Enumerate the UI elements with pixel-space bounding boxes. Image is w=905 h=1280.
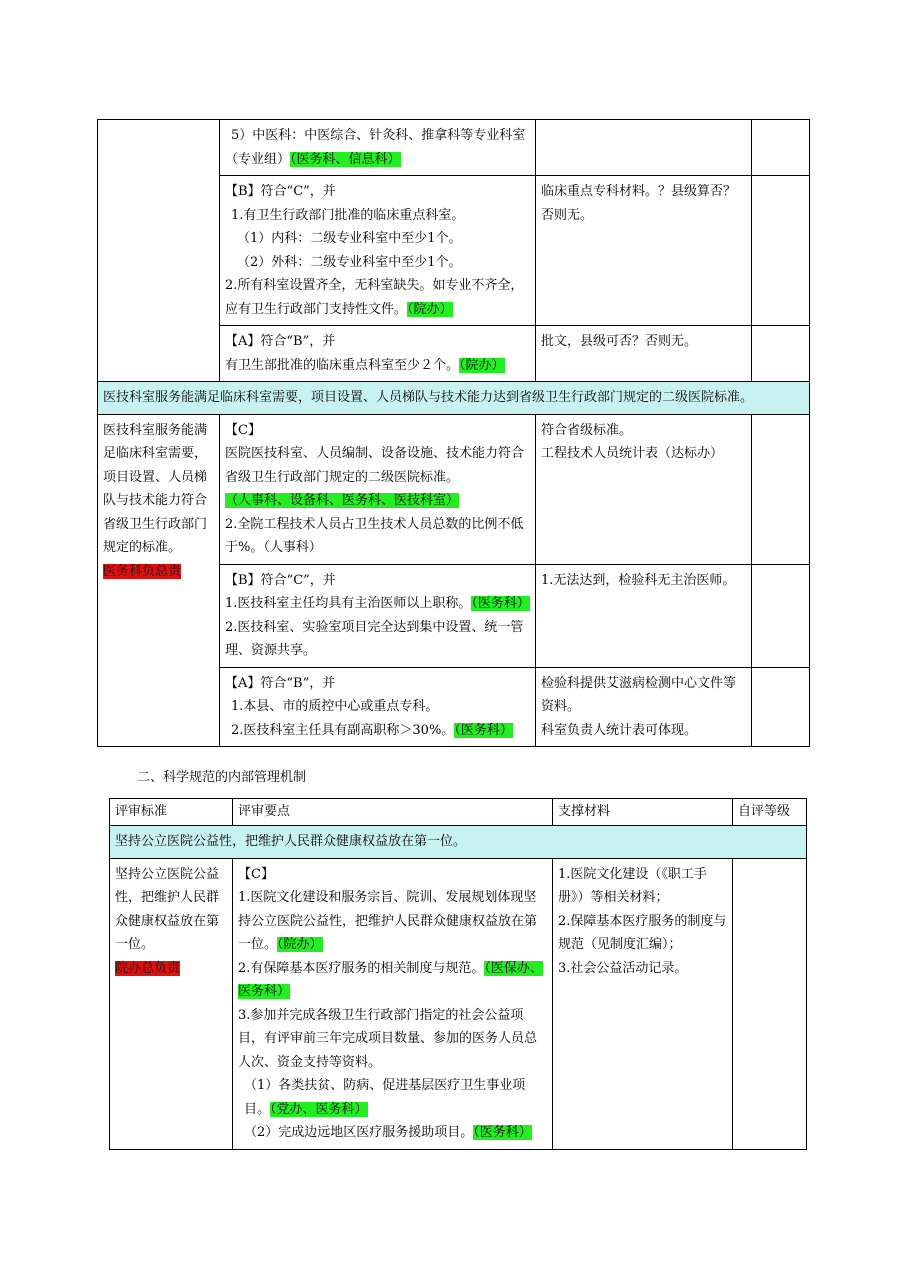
- level-heading: 【B】符合“C”，并: [225, 184, 336, 199]
- column-header: 评审要点: [233, 799, 553, 826]
- table-row: [110, 858, 807, 1149]
- support-line: 检验科提供艾滋病检测中心文件等资料。: [541, 675, 737, 714]
- criteria-cell: [220, 176, 536, 326]
- criteria-line: 有卫生部批准的临床重点科室至少２个。: [225, 357, 460, 373]
- dept-tag: （医保办、医务科）: [238, 960, 543, 999]
- section-band: 坚持公立医院公益性，把维护人民群众健康权益放在第一位。: [110, 826, 807, 859]
- dept-tag: （医务科）: [454, 722, 513, 738]
- criteria-line: 1.医院文化建设和服务宗旨、院训、发展规划体现坚持公立医院公益性，把维护人民群众健康权益放在第一位。: [238, 890, 538, 952]
- criteria-cell: [220, 120, 536, 176]
- dept-tag: （医务科）: [473, 1125, 532, 1140]
- criteria-line: 医院医技科室、人员编制、设备设施、技术能力符合省级卫生行政部门规定的二级医院标准。: [225, 446, 525, 485]
- support-cell: [536, 120, 752, 176]
- support-line: 2.保障基本医疗服务的制度与规范（见制度汇编）；: [558, 913, 727, 952]
- column-header: 自评等级: [733, 799, 807, 826]
- dept-tag: （院办）: [459, 357, 505, 373]
- grade-cell: [752, 326, 810, 382]
- column-header: 评审标准: [110, 799, 233, 826]
- criteria-cell: [233, 858, 553, 1149]
- standard-text: 坚持公立医院公益性，把维护人民群众健康权益放在第一位。: [115, 866, 220, 952]
- level-heading: 【A】符合“B”，并: [225, 334, 336, 349]
- criteria-line: 2.全院工程技术人员占卫生技术人员总数的比例不低于%。（人事科）: [225, 516, 524, 555]
- criteria-line: 1.有卫生行政部门批准的临床重点科室。: [231, 207, 465, 223]
- dept-tag: （院办）: [407, 301, 453, 317]
- criteria-line: 3.参加并完成各级卫生行政部门指定的社会公益项目，有评审前三年完成项目数量、参加的医务人员总人次、资金支持等资料。: [238, 1007, 538, 1070]
- criteria-line: 1.本县、市的质控中心或重点专科。: [231, 699, 439, 714]
- evaluation-table-2: [109, 798, 807, 1150]
- dept-tag: （院办）: [277, 937, 323, 952]
- grade-cell: [752, 414, 810, 564]
- criteria-cell: [220, 414, 536, 564]
- grade-cell: [752, 667, 810, 747]
- standard-text: 医技科室服务能满足临床科室需要，项目设置、人员梯队与技术能力符合省级卫生行政部门规定的标准。: [103, 422, 208, 555]
- grade-cell: [752, 120, 810, 176]
- support-line: 科室负责人统计表可体现。: [541, 722, 698, 738]
- support-cell: 1.无法达到，检验科无主治医师。: [536, 564, 752, 667]
- column-header: 支撑材料: [553, 799, 733, 826]
- standard-cell-empty: [98, 120, 220, 382]
- criteria-line: 2.有保障基本医疗服务的相关制度与规范。: [238, 960, 485, 976]
- criteria-cell: [220, 667, 536, 747]
- table-row: [98, 414, 810, 564]
- criteria-line: （1）内科：二级专业科室中至少1个。: [237, 231, 462, 246]
- dept-tag: （人事科、设备科、医务科、医技科室）: [225, 493, 460, 508]
- criteria-cell: [220, 326, 536, 382]
- table-row: [98, 120, 810, 176]
- support-line: 工程技术人员统计表（达标办）: [541, 446, 724, 461]
- support-line: 符合省级标准。: [541, 422, 633, 438]
- dept-tag: （医务科、信息科）: [290, 151, 401, 167]
- support-cell: 临床重点专科材料。？县级算否？否则无。: [536, 176, 752, 326]
- criteria-line: 2.医技科室、实验室项目完全达到集中设置、统一管理、资源共享。: [225, 619, 524, 658]
- level-heading: 【B】符合“C”，并: [225, 572, 336, 588]
- criteria-line: （2）外科：二级专业科室中至少1个。: [237, 254, 462, 270]
- owner-badge: 院办总负责: [115, 960, 181, 976]
- dept-tag: （医务科）: [471, 596, 530, 611]
- support-cell: 批文，县级可否？否则无。: [536, 326, 752, 382]
- dept-tag: （党办、医务科）: [270, 1101, 368, 1117]
- criteria-line: 2.所有科室设置齐全，无科室缺失。如专业不齐全，应有卫生行政部门支持性文件。: [225, 278, 524, 317]
- section-band: 医技科室服务能满足临床科室需要，项目设置、人员梯队与技术能力达到省级卫生行政部门规定的二级医院标准。: [98, 382, 810, 415]
- level-heading: 【C】: [238, 866, 274, 882]
- header-row: [110, 799, 807, 826]
- section-band-row: [98, 382, 810, 415]
- grade-cell: [733, 858, 807, 1149]
- criteria-line: （1）各类扶贫、防病、促进基层医疗卫生事业项目。: [244, 1078, 526, 1117]
- criteria-line: 1.医技科室主任均具有主治医师以上职称。: [225, 596, 472, 611]
- standard-cell: [110, 858, 233, 1149]
- support-line: 3.社会公益活动记录。: [558, 960, 688, 976]
- criteria-line: （2）完成边远地区医疗服务援助项目。: [244, 1125, 474, 1140]
- criteria-line: 2.医技科室主任具有副高职称＞30%。: [231, 722, 455, 738]
- section-heading: 二、科学规范的内部管理机制: [137, 770, 307, 785]
- support-cell: [553, 858, 733, 1149]
- section-band-row: [110, 826, 807, 859]
- support-line: 1.医院文化建设（《职工手册》）等相关材料；: [558, 866, 707, 905]
- support-cell: [536, 667, 752, 747]
- owner-badge: 医务科负总责: [103, 563, 182, 579]
- evaluation-table-1: [97, 119, 810, 747]
- grade-cell: [752, 564, 810, 667]
- level-heading: 【C】: [225, 422, 261, 438]
- standard-cell: [98, 414, 220, 747]
- criteria-text: 5）中医科：中医综合、针灸科、推拿科等专业科室（专业组）: [225, 128, 526, 167]
- support-cell: [536, 414, 752, 564]
- level-heading: 【A】符合“B”，并: [225, 675, 336, 691]
- grade-cell: [752, 176, 810, 326]
- criteria-cell: [220, 564, 536, 667]
